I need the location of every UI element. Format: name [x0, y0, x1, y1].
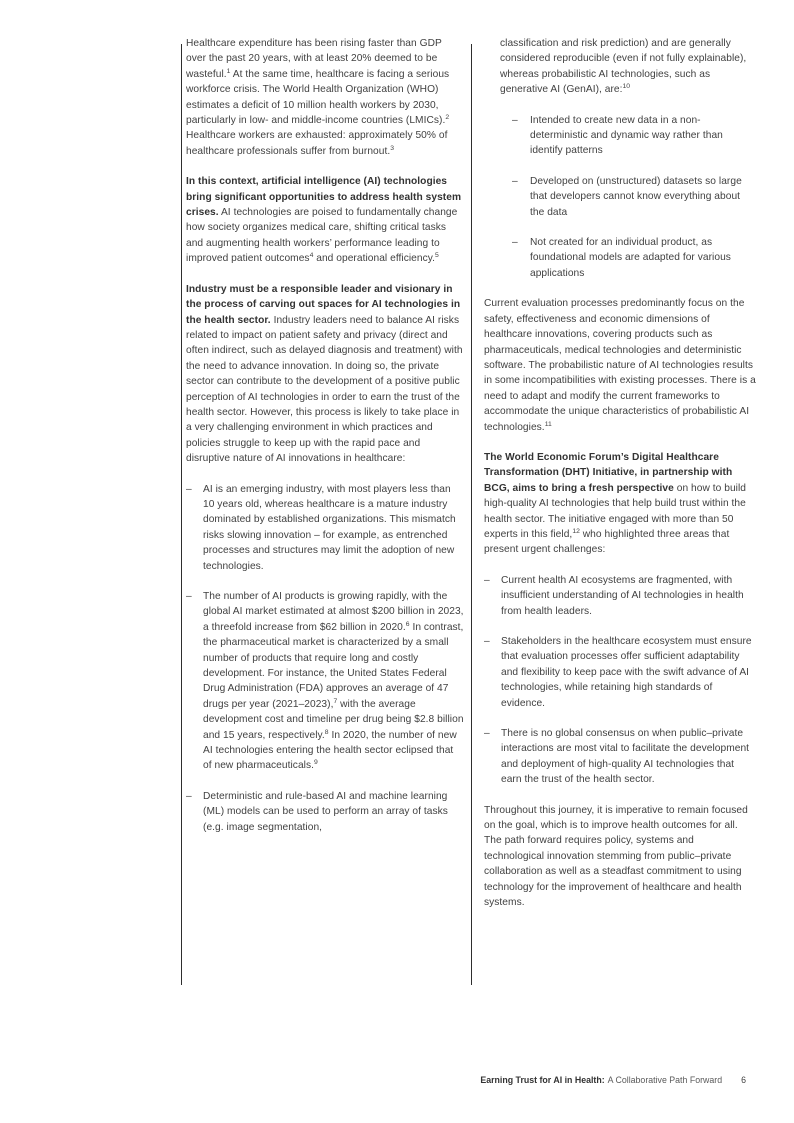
right-column — [484, 36, 756, 926]
bullet-item — [484, 634, 756, 711]
body-text: who highlighted three areas that present urgent challenges: — [484, 528, 730, 556]
bullet-item — [484, 573, 756, 619]
bullet-text — [530, 235, 756, 281]
body-text: with the average development cost and timeline per drug being $2.8 billion and 15 years, respectively. — [203, 698, 464, 741]
bullet-dash: – — [484, 728, 490, 740]
bullet-item — [186, 589, 464, 774]
column-rule-left — [181, 44, 182, 985]
paragraph — [186, 36, 464, 159]
bullet-item — [186, 789, 464, 835]
body-text: Current health AI ecosystems are fragmented, with insufficient understanding of AI technologies in health from health leaders. — [501, 574, 744, 617]
sub-bullet-item — [512, 235, 756, 281]
footer-report-title: Earning Trust for AI in Health: — [480, 1075, 605, 1085]
bullet-text — [501, 573, 756, 619]
bullet-item — [484, 726, 756, 788]
body-text: Healthcare workers are exhausted: approximately 50% of healthcare professionals suffer from burnout. — [186, 130, 448, 157]
body-text: In contrast, the pharmaceutical market is characterized by a small number of products that require long and costly development. For instance, the United States Federal Drug Administration (FDA) approves an average of 47 drugs per year (2021–2023), — [203, 621, 464, 710]
bullet-dash: – — [512, 237, 518, 249]
bullet-dash: – — [512, 114, 518, 126]
paragraph-continuation — [484, 36, 756, 98]
footnote-reference: 12 — [572, 527, 580, 535]
paragraph — [186, 174, 464, 266]
body-text: The number of AI products is growing rapidly, with the global AI market estimated at almost $200 billion in 2023, a threefold increase from $62 billion in 2020. — [203, 591, 464, 633]
footnote-reference: 7 — [333, 697, 338, 705]
footnote-reference: 5 — [435, 252, 439, 260]
bullet-text — [203, 789, 464, 835]
bullet-dash: – — [484, 636, 490, 647]
body-text: classification and risk prediction) and are generally considered reproducible (even if not fully explainable), whereas probabilistic AI technologies, such as generative AI (GenAI), are: — [500, 38, 747, 96]
body-text: Current evaluation processes predominantly focus on the safety, effectiveness and economic dimensions of healthcare innovations, covering products such as pharmaceuticals, medical technologies and deterministic software. The probabilistic nature of AI technologies results in some incompatibilities with existing processes. There is a need to adapt and modify the current frameworks to accommodate the unique characteristics of probabilistic AI technologies. — [484, 298, 756, 433]
sub-bullet-item — [512, 174, 756, 220]
body-text: Throughout this journey, it is imperative to remain focused on the goal, which is to improve health outcomes for all. The path forward requires policy, systems and technological innovation stemming from public–private collaboration as well as a steadfast commitment to using technology for the improvement of healthcare and health systems. — [484, 804, 748, 909]
footnote-reference: 2 — [445, 114, 450, 122]
bullet-dash: – — [186, 591, 192, 602]
bullet-text — [530, 113, 756, 159]
footer-report-subtitle: A Collaborative Path Forward — [607, 1075, 723, 1085]
body-text: AI technologies are poised to fundamentally change how society organizes medical care, shifting critical tasks and augmenting health workers’ performance leading to improved patient outcomes — [186, 207, 458, 265]
left-column — [186, 36, 464, 926]
page-body — [186, 36, 756, 926]
body-text: Industry leaders need to balance AI risks related to impact on patient safety and privacy (direct and often indirect, such as delayed diagnosis and treatment) with the need to advance innovation. In doing so, the private sector can contribute to the development of a positive public perception of AI technologies in order to earn the trust of the health sector. However, this process is likely to take place in a very challenging environment in which practices and policies struggle to keep up with the rapid pace and disruptive nature of AI innovations in healthcare: — [186, 314, 463, 465]
body-text: Deterministic and rule-based AI and machine learning (ML) models can be used to perform an array of tasks (e.g. image segmentation, — [203, 790, 448, 833]
footnote-reference: 1 — [226, 67, 231, 75]
footnote-reference: 9 — [314, 759, 318, 767]
bullet-text — [530, 174, 756, 220]
body-text: on how to build high-quality AI technologies that help build trust within the health sector. The initiative engaged with more than 50 experts in this field, — [484, 482, 747, 540]
body-text: Intended to create new data in a non-deterministic and dynamic way rather than identify patterns — [530, 114, 723, 157]
paragraph — [484, 803, 756, 911]
body-text: Developed on (unstructured) datasets so large that developers cannot know everything about the data — [530, 175, 742, 218]
bullet-dash: – — [512, 175, 518, 187]
bullet-text — [501, 634, 756, 711]
body-text: In 2020, the number of new AI technologies entering the health sector eclipsed that of new pharmaceuticals. — [203, 729, 457, 772]
bullet-dash: – — [186, 483, 192, 495]
body-text: There is no global consensus on when public–private interactions are most vital to facilitate the development and deployment of high-quality AI technologies that earn the trust of the health sector. — [501, 728, 750, 786]
body-text: Stakeholders in the healthcare ecosystem must ensure that evaluation processes offer sufficient adaptability and flexibility to keep pace with the swift advance of AI technologies, while retaining high standards of evidence. — [501, 636, 752, 709]
paragraph — [484, 296, 756, 435]
bold-lead-text: The World Economic Forum’s Digital Healthcare Transformation (DHT) Initiative, in partnership with BCG, aims to bring a fresh perspective — [484, 451, 733, 494]
bullet-dash: – — [186, 790, 192, 802]
page-footer — [480, 1075, 746, 1086]
bullet-item — [186, 482, 464, 574]
footnote-reference: 8 — [324, 728, 329, 736]
bullet-text — [203, 482, 464, 574]
body-text: and operational efficiency. — [313, 253, 436, 265]
body-text: Not created for an individual product, as foundational models are adapted for various applications — [530, 237, 731, 279]
footer-page-number: 6 — [741, 1075, 746, 1085]
footnote-reference: 4 — [309, 252, 314, 260]
bullet-text — [203, 589, 464, 774]
bullet-dash: – — [484, 574, 490, 586]
footnote-reference: 10 — [622, 83, 631, 91]
paragraph — [484, 450, 756, 558]
body-text: Healthcare expenditure has been rising faster than GDP over the past 20 years, with at least 20% deemed to be wasteful. — [186, 38, 442, 80]
sub-bullet-item — [512, 113, 756, 159]
footnote-reference: 6 — [405, 620, 410, 628]
footnote-reference: 3 — [390, 144, 395, 152]
bold-lead-text: Industry must be a responsible leader and visionary in the process of carving out spaces for AI technologies in the health sector. — [186, 283, 461, 326]
body-text: AI is an emerging industry, with most players less than 10 years old, whereas healthcare is a mature industry dominated by established organizations. This mismatch risks slowing innovation – for example, as entrenched processes and structures may limit the adoption of new technologies. — [203, 483, 456, 572]
bullet-text — [501, 726, 756, 788]
paragraph — [186, 282, 464, 467]
body-text: At the same time, healthcare is facing a serious workforce crisis. The World Health Organization (WHO) estimates a deficit of 10 million health workers by 2030, particularly in low- and middle-income countries (LMICs). — [186, 68, 450, 127]
footnote-reference: 11 — [544, 420, 552, 428]
bold-lead-text: In this context, artificial intelligence (AI) technologies bring significant opportunities to address health system crises. — [186, 176, 462, 219]
